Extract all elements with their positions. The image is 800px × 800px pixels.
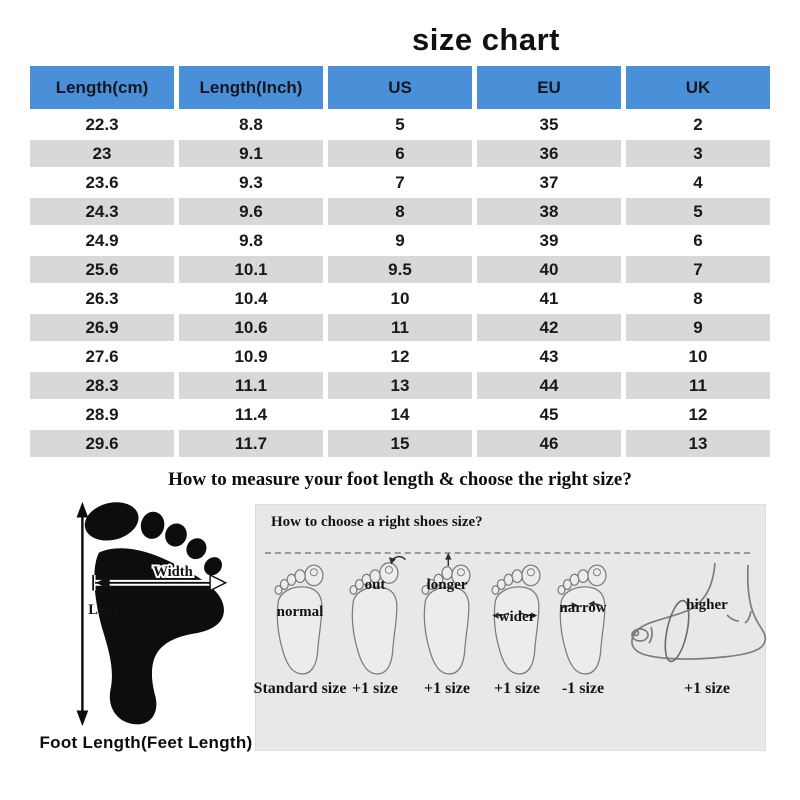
table-cell: 9.1 (179, 140, 323, 167)
table-cell: 6 (328, 140, 472, 167)
table-cell: 11 (626, 372, 770, 399)
table-row (30, 140, 770, 167)
foot-figure-longer (416, 544, 479, 684)
table-row (30, 314, 770, 341)
table-cell: 10 (626, 343, 770, 370)
column-header: UK (626, 66, 770, 109)
table-row (30, 169, 770, 196)
table-cell: 35 (477, 111, 621, 138)
foot-shape-label: higher (686, 597, 728, 613)
table-row (30, 285, 770, 312)
table-cell: 38 (477, 198, 621, 225)
table-cell: 10.4 (179, 285, 323, 312)
table-cell: 4 (626, 169, 770, 196)
choose-panel-title: How to choose a right shoes size? (271, 514, 483, 530)
table-cell: 26.9 (30, 314, 174, 341)
foot-higher-illustration (627, 559, 777, 671)
foot-shape-label: wider (498, 609, 536, 625)
table-cell: 9.3 (179, 169, 323, 196)
table-cell: 9.5 (328, 256, 472, 283)
table-cell: 46 (477, 430, 621, 457)
table-cell: 8 (626, 285, 770, 312)
table-cell: 13 (626, 430, 770, 457)
table-cell: 2 (626, 111, 770, 138)
table-row (30, 372, 770, 399)
footprint-icon (58, 498, 253, 730)
foot-length-caption: Foot Length(Feet Length) (39, 733, 253, 752)
width-label: Width (153, 563, 193, 580)
table-cell: 12 (328, 343, 472, 370)
column-header: US (328, 66, 472, 109)
foot-longer-illustration (416, 544, 479, 684)
table-cell: 26.3 (30, 285, 174, 312)
table-cell: 8 (328, 198, 472, 225)
foot-size-label: +1 size (684, 680, 730, 697)
table-cell: 29.6 (30, 430, 174, 457)
table-cell: 23 (30, 140, 174, 167)
table-cell: 8.8 (179, 111, 323, 138)
foot-size-label: +1 size (494, 680, 540, 697)
foot-shape-label: out (364, 577, 386, 593)
table-cell: 40 (477, 256, 621, 283)
foot-shape-label: longer (426, 577, 468, 593)
size-table (25, 64, 775, 459)
length-label: Length (88, 602, 133, 618)
column-header: Length(Inch) (179, 66, 323, 109)
table-cell: 9.8 (179, 227, 323, 254)
table-cell: 44 (477, 372, 621, 399)
table-row (30, 227, 770, 254)
table-cell: 6 (626, 227, 770, 254)
table-cell: 25.6 (30, 256, 174, 283)
table-cell: 12 (626, 401, 770, 428)
foot-figure-higher (627, 559, 777, 671)
foot-size-label: +1 size (352, 680, 398, 697)
table-cell: 14 (328, 401, 472, 428)
table-cell: 11.7 (179, 430, 323, 457)
footprint-measure-diagram (58, 498, 253, 730)
size-table-head-row (30, 66, 770, 109)
table-cell: 28.3 (30, 372, 174, 399)
foot-figure-out (344, 544, 407, 684)
table-cell: 43 (477, 343, 621, 370)
table-cell: 11 (328, 314, 472, 341)
table-cell: 41 (477, 285, 621, 312)
table-cell: 7 (626, 256, 770, 283)
table-cell: 10 (328, 285, 472, 312)
table-cell: 11.1 (179, 372, 323, 399)
table-cell: 45 (477, 401, 621, 428)
table-cell: 5 (328, 111, 472, 138)
table-cell: 36 (477, 140, 621, 167)
foot-out-illustration (344, 544, 407, 684)
foot-size-label: Standard size (253, 680, 347, 697)
table-row (30, 343, 770, 370)
table-cell: 13 (328, 372, 472, 399)
table-cell: 37 (477, 169, 621, 196)
table-row (30, 401, 770, 428)
foot-size-label: +1 size (424, 680, 470, 697)
choose-size-panel (255, 504, 766, 751)
table-cell: 5 (626, 198, 770, 225)
table-cell: 39 (477, 227, 621, 254)
table-cell: 24.3 (30, 198, 174, 225)
table-cell: 3 (626, 140, 770, 167)
column-header: EU (477, 66, 621, 109)
size-table-body (30, 111, 770, 457)
table-cell: 28.9 (30, 401, 174, 428)
table-cell: 27.6 (30, 343, 174, 370)
table-cell: 10.1 (179, 256, 323, 283)
table-cell: 9 (328, 227, 472, 254)
measure-section-heading: How to measure your foot length & choose the right size? (168, 469, 632, 490)
table-cell: 9 (626, 314, 770, 341)
foot-size-label: -1 size (561, 680, 605, 697)
table-row (30, 198, 770, 225)
foot-shape-label: narrow (559, 600, 607, 616)
table-cell: 9.6 (179, 198, 323, 225)
table-cell: 24.9 (30, 227, 174, 254)
table-cell: 10.9 (179, 343, 323, 370)
table-cell: 11.4 (179, 401, 323, 428)
table-cell: 23.6 (30, 169, 174, 196)
table-cell: 7 (328, 169, 472, 196)
table-cell: 15 (328, 430, 472, 457)
table-cell: 22.3 (30, 111, 174, 138)
page-title: size chart (411, 22, 560, 57)
foot-shape-label: normal (276, 604, 324, 620)
table-cell: 42 (477, 314, 621, 341)
length-arrow-icon (77, 502, 89, 726)
table-row (30, 430, 770, 457)
table-cell: 10.6 (179, 314, 323, 341)
table-row (30, 256, 770, 283)
column-header: Length(cm) (30, 66, 174, 109)
table-row (30, 111, 770, 138)
